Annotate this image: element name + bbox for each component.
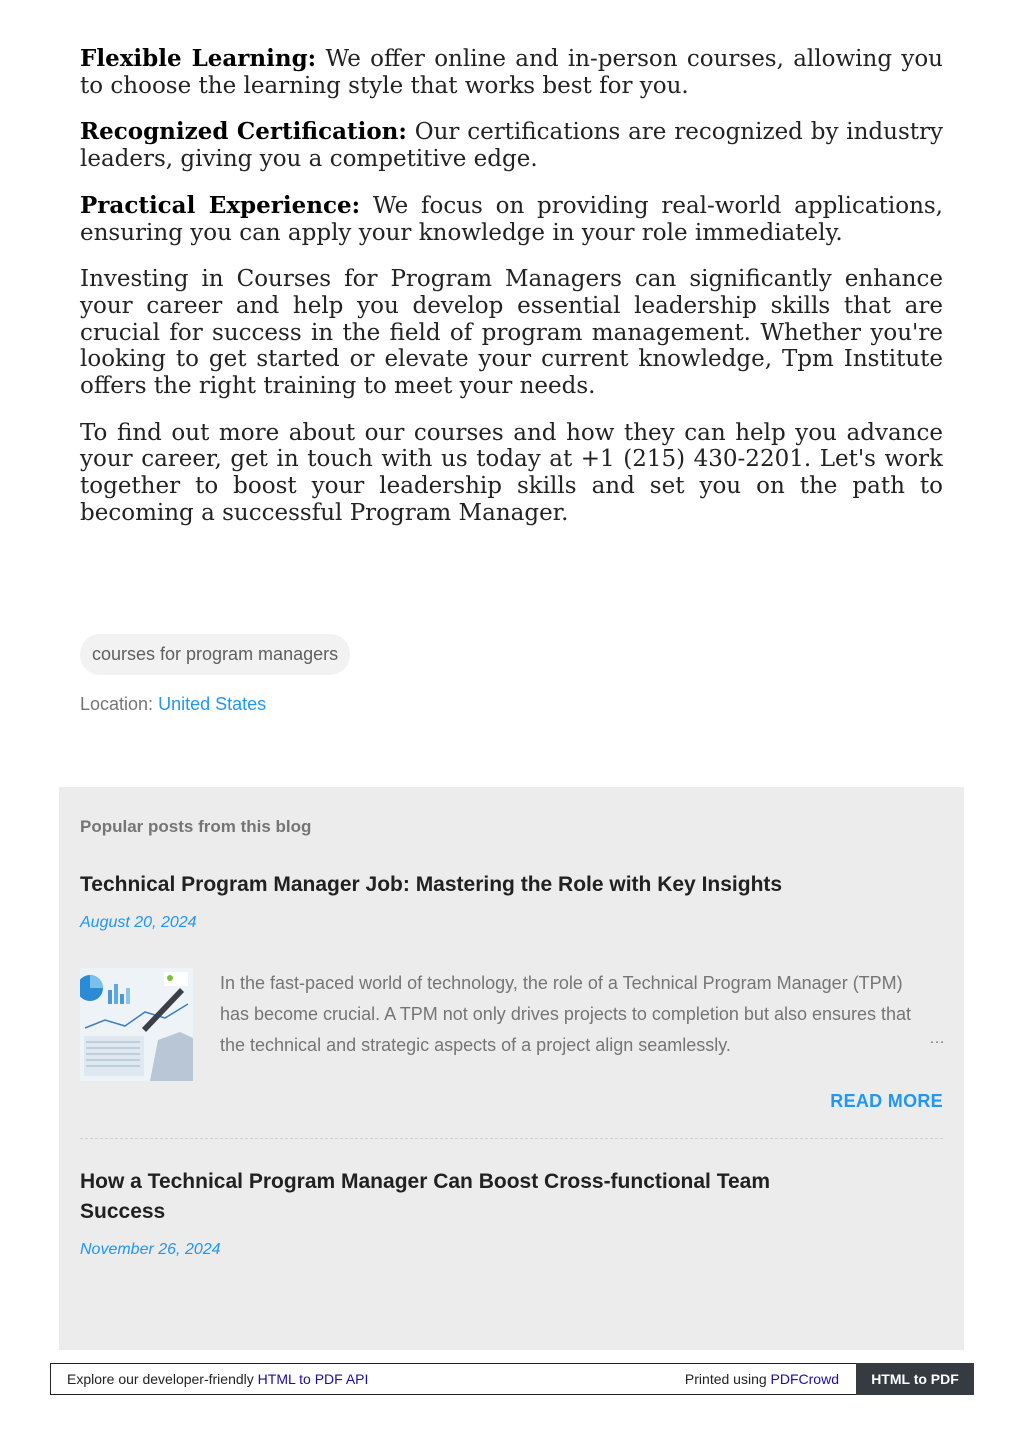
feature-text: We offer online and in-person courses, allowing you to choose the learning style that works best for you. [80,46,943,99]
feature-label: Flexible Learning: [80,45,317,72]
post-date[interactable]: August 20, 2024 [80,914,197,931]
popular-posts-panel [59,787,964,1350]
footer-promo-text: Explore our developer-friendly [67,1371,254,1387]
pdfcrowd-footer [50,1363,974,1395]
feature-text: We focus on providing real-world applications, ensuring you can apply your knowledge in your role immediately. [80,192,943,246]
pdfcrowd-link[interactable]: PDFCrowd [770,1371,839,1387]
post-title-link[interactable]: Technical Program Manager Job: Mastering the Role with Key Insights [80,873,783,896]
feature-flexible-learning [80,46,943,99]
post-thumbnail[interactable] [80,968,193,1081]
label-chip[interactable]: courses for program managers [80,634,350,675]
feature-label: Recognized Certification: [80,118,407,146]
feature-label: Practical Experience: [80,191,361,219]
post-date[interactable]: November 26, 2024 [80,1241,221,1258]
post-title-link[interactable]: How a Technical Program Manager Can Boost Cross-functional Team Success [80,1170,771,1223]
footer-printed-text: Printed using [684,1371,767,1387]
location [80,694,266,715]
chart-thumbnail-image [80,968,193,1081]
location-link[interactable]: United States [158,694,267,714]
post-divider [80,1138,943,1139]
investing-paragraph: Investing in Courses for Program Managers can significantly enhance your career and help you develop essential leadership skills that are crucial for success in the field of program management. Whether you're looking to get started or elevate your current knowledge, Tpm Institute offers the right training to meet your needs. [80,266,943,400]
feature-practical-experience [80,193,943,246]
footer-promo [67,1371,368,1387]
read-more-link[interactable]: READ MORE [830,1091,943,1111]
location-prefix: Location: [80,694,154,714]
html-to-pdf-api-link[interactable]: HTML to PDF API [257,1371,369,1387]
contact-paragraph: To find out more about our courses and how they can help you advance your career, get in touch with us today at +1 (215) 430-2201. Let's work together to boost your leadership skills and set you on the path to becoming a successful Program Manager. [80,419,943,526]
html-to-pdf-button[interactable]: HTML to PDF [856,1363,974,1395]
snippet-ellipsis: … [929,1030,945,1047]
feature-text: Our certifications are recognized by industry leaders, giving you a competitive edge. [80,119,943,173]
post-snippet: In the fast-paced world of technology, the role of a Technical Program Manager (TPM) has become crucial. A TPM not only drives projects to completion but also ensures that the technical and strategic aspects of a project align seamlessly. [220,973,912,1055]
feature-recognized-certification [80,119,943,172]
popular-posts-heading: Popular posts from this blog [80,817,312,836]
footer-printed-using [685,1371,839,1387]
article-body [80,46,943,547]
